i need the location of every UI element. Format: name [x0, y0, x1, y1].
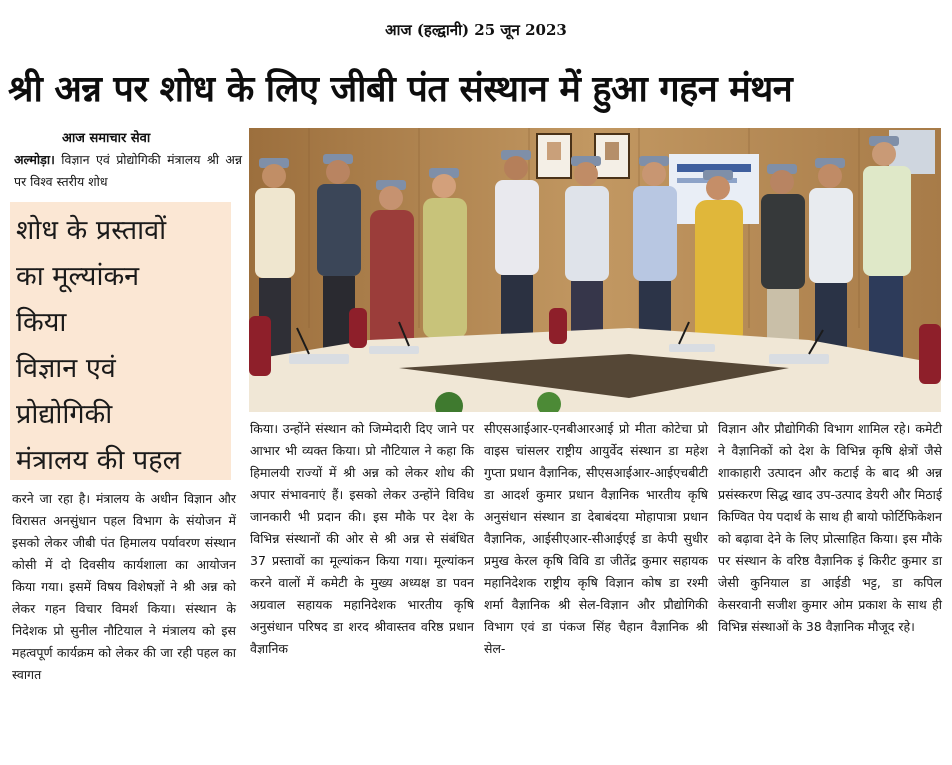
masthead: आज (हल्द्वानी) 25 जून 2023	[385, 21, 567, 39]
group-photo-illustration	[249, 128, 941, 412]
article-column-1	[12, 488, 236, 686]
article-column-2	[250, 418, 474, 660]
column-2-text: किया। उन्होंने संस्थान को जिम्मेदारी दिए जाने पर आभार भी व्यक्त किया। प्रो नौटियाल ने कहा कि हिमालयी राज्यों में श्री अन्न को लेकर शोध की अपार संभावनाएं हैं। इसको लेकर उन्होंने विविध जानकारी भी प्रदान की। इस मौके पर देश के विभिन्न संस्थानों की ओर से श्री अन्न से संबंधित 37 प्रस्तावों का मूल्यांकन किया गया। मूल्यांकन करने वालों में कमेटी के मुख्य अध्यक्ष डा पवन अग्रवाल सहायक महानिदेशक भारतीय कृषि अनुसंधान परिषद डा शरद श्रीवास्तव वरिष्ठ प्रधान वैज्ञानिक	[250, 421, 474, 656]
pull-quote-line: विज्ञान एवं	[16, 353, 116, 384]
column-1-text: करने जा रहा है। मंत्रालय के अधीन विज्ञान और विरासत अनसुंधान पहल विभाग के संयोजन में इसको लेकर जीबी पंत हिमालय पर्यावरण संस्थान कोसी में दो दिवसीय कार्यशाला का आयोजन किया गया। इसमें विषय विशेषज्ञों ने श्री अन्न को लेकर गहन विचार विमर्श किया। संस्थान के निदेशक प्रो सुनील नौटियाल ने मंत्रालय को इस महत्वपूर्ण कार्यक्रम को लेकर की जा रही पहल का स्वागत	[12, 491, 236, 682]
article-column-3	[484, 418, 708, 660]
pull-quote-line: किया	[16, 307, 67, 338]
byline: आज समाचार सेवा	[62, 131, 151, 146]
pull-quote-box	[10, 202, 231, 480]
column-3-text: सीएसआईआर-एनबीआरआई प्रो मीता कोटेचा प्रो वाइस चांसलर राष्ट्रीय आयुर्वेद संस्थान डा महेश गुप्ता प्रधान वैज्ञानिक, सीएसआईआर-आईएचबीटी डा आदर्श कुमार प्रधान वैज्ञानिक भारतीय कृषि अनुसंधान संस्थान डा देबाबंदया मोहापात्रा प्रधान वैज्ञानिक, आईसीएआर-सीआईएई डा केपी सुधीर प्रमुख केरल कृषि विवि डा जीतेंद्र कुमार सहायक महानिदेशक राष्ट्रीय कृषि विज्ञान कोष डा रश्मी शर्मा वैज्ञानिक श्री सेल-विज्ञान और प्रौद्योगिकी विभाग एवं डा पंकज सिंह चैहान वैज्ञानिक श्री सेल-	[484, 421, 708, 656]
intro-paragraph	[14, 149, 242, 193]
column-4-text: विज्ञान और प्रौद्योगिकी विभाग शामिल रहे। कमेटी ने वैज्ञानिकों को देश के विभिन्न कृषि क्षेत्रों जैसे शाकाहारी उत्पादन और कटाई के बाद श्री अन्न प्रसंस्करण सिद्ध खाद उप-उत्पाद डेयरी और मिठाई किण्वित पेय पदार्थ के साथ ही बायो फोर्टिफिकेशन को बढ़ावा देने के लिए प्रोत्साहित किया। इस मौके पर संस्थान के वरिष्ठ वैज्ञानिक इं किरीट कुमार डा जेसी कुनियाल डा आईडी भट्ट, डा कपिल केसरवानी सजीश कुमार ओम प्रकाश के साथ ही विभिन्न संस्थाओं के 38 वैज्ञानिक मौजूद रहे।	[718, 421, 942, 634]
intro-text: विज्ञान एवं प्रोद्योगिकी मंत्रालय श्री अन्न पर विश्व स्तरीय शोध	[14, 152, 243, 189]
dateline: अल्मोड़ा।	[14, 152, 55, 167]
pull-quote-line: प्रोद्योगिकी	[16, 399, 113, 430]
article-column-4	[718, 418, 942, 638]
news-photo	[249, 128, 941, 412]
pull-quote-line: शोध के प्रस्तावों	[16, 215, 167, 246]
headline: श्री अन्न पर शोध के लिए जीबी पंत संस्थान में हुआ गहन मंथन	[8, 69, 793, 110]
pull-quote-line: का मूल्यांकन	[16, 261, 140, 292]
pull-quote-line: मंत्रालय की पहल	[16, 445, 181, 476]
